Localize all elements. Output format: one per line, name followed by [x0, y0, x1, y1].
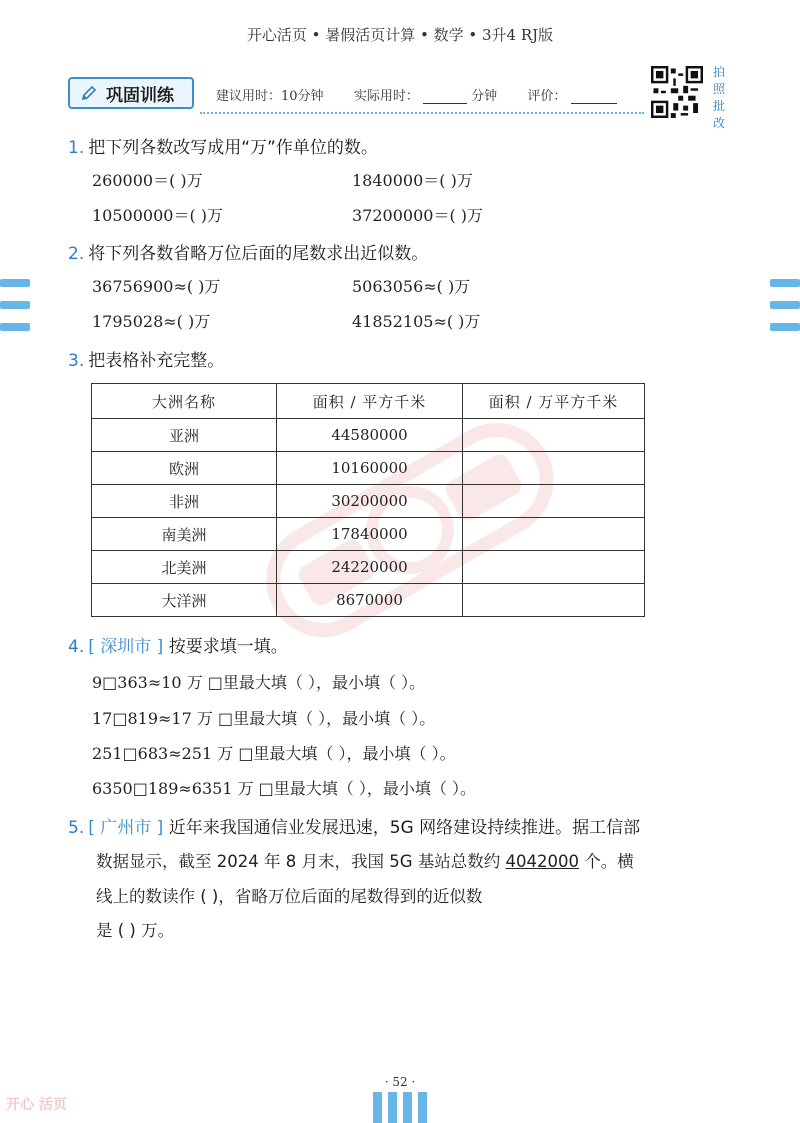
footer-bars [373, 1092, 427, 1123]
qr-code-icon[interactable] [651, 66, 703, 118]
edge-bar-right [770, 301, 800, 309]
edge-bar-left [0, 301, 30, 309]
section-tab [68, 77, 194, 109]
q1-item[interactable]: 10500000＝( )万 [92, 206, 224, 225]
rating-blank[interactable] [571, 103, 617, 104]
continent-name: 非洲 [92, 485, 277, 518]
question-5-title: 5. [ 广州市 ] 近年来我国通信业发展迅速，5G 网络建设持续推进。据工信部 [68, 818, 641, 838]
continent-name: 亚洲 [92, 419, 277, 452]
table-header-row [92, 384, 645, 419]
time-row [216, 85, 617, 104]
continent-area: 17840000 [277, 518, 463, 551]
answer-cell[interactable] [463, 419, 645, 452]
answer-cell[interactable] [463, 518, 645, 551]
rating-label: 评价： [527, 89, 567, 104]
q2-item[interactable]: 41852105≈( )万 [352, 312, 481, 331]
continent-name: 大洋洲 [92, 584, 277, 617]
table-row [92, 584, 645, 617]
continent-area: 30200000 [277, 485, 463, 518]
continent-table [91, 383, 645, 617]
edge-bar-left [0, 279, 30, 287]
region-tag: [ 广州市 ] [88, 818, 164, 838]
q4-item[interactable]: 251□683≈251 万 □里最大填（ ），最小填（ ）。 [92, 744, 456, 763]
dotted-divider [200, 112, 644, 114]
continent-area: 10160000 [277, 452, 463, 485]
table-row [92, 419, 645, 452]
q5-line-3[interactable]: 线上的数读作 ( )，省略万位后面的尾数得到的近似数 [96, 887, 483, 906]
actual-time-unit: 分钟 [471, 89, 498, 104]
brand-logo: 开心 活页 [6, 1097, 67, 1113]
continent-area: 24220000 [277, 551, 463, 584]
page-number: · 52 · [384, 1075, 416, 1089]
q2-item[interactable]: 36756900≈( )万 [92, 277, 221, 296]
continent-name: 欧洲 [92, 452, 277, 485]
answer-cell[interactable] [463, 584, 645, 617]
actual-time-blank[interactable] [423, 103, 467, 104]
q4-item[interactable]: 17□819≈17 万 □里最大填（ ），最小填（ ）。 [92, 709, 436, 728]
photo-grading-label: 拍 照 批 改 [712, 65, 725, 130]
q1-item[interactable]: 260000＝( )万 [92, 171, 203, 190]
table-header: 面积 / 万平方千米 [463, 384, 645, 419]
q1-item[interactable]: 1840000＝( )万 [352, 171, 473, 190]
suggest-time: 建议用时：10分钟 [216, 89, 324, 104]
q5-line-2: 数据显示，截至 2024 年 8 月末，我国 5G 基站总数约 4042000 个。横 [96, 852, 634, 871]
actual-time-label: 实际用时： [353, 89, 419, 104]
answer-cell[interactable] [463, 452, 645, 485]
edge-bar-right [770, 323, 800, 331]
continent-area: 8670000 [277, 584, 463, 617]
pencil-icon [80, 84, 98, 102]
table-row [92, 452, 645, 485]
table-row [92, 518, 645, 551]
answer-cell[interactable] [463, 551, 645, 584]
q4-item[interactable]: 6350□189≈6351 万 □里最大填（ ），最小填（ ）。 [92, 779, 476, 798]
answer-cell[interactable] [463, 485, 645, 518]
q4-item[interactable]: 9□363≈10 万 □里最大填（ ），最小填（ ）。 [92, 673, 426, 692]
page-header: 开心活页 • 暑假活页计算 • 数学 • 3升4 RJ版 [246, 26, 554, 44]
q1-item[interactable]: 37200000＝( )万 [352, 206, 484, 225]
question-3-title: 3. 把表格补充完整。 [68, 351, 225, 371]
underlined-number: 4042000 [505, 852, 579, 871]
region-tag: [ 深圳市 ] [88, 637, 164, 657]
table-header: 面积 / 平方千米 [277, 384, 463, 419]
continent-name: 南美洲 [92, 518, 277, 551]
question-1-title: 1. 把下列各数改写成用“万”作单位的数。 [68, 138, 378, 158]
q5-line-4[interactable]: 是 ( ) 万。 [96, 921, 175, 940]
table-row [92, 551, 645, 584]
section-title: 巩固训练 [106, 85, 174, 106]
edge-bar-left [0, 323, 30, 331]
continent-area: 44580000 [277, 419, 463, 452]
question-4-title: 4. [ 深圳市 ] 按要求填一填。 [68, 637, 288, 657]
edge-bar-right [770, 279, 800, 287]
question-2-title: 2. 将下列各数省略万位后面的尾数求出近似数。 [68, 244, 429, 264]
q2-item[interactable]: 1795028≈( )万 [92, 312, 211, 331]
table-row [92, 485, 645, 518]
table-header: 大洲名称 [92, 384, 277, 419]
continent-name: 北美洲 [92, 551, 277, 584]
q2-item[interactable]: 5063056≈( )万 [352, 277, 471, 296]
